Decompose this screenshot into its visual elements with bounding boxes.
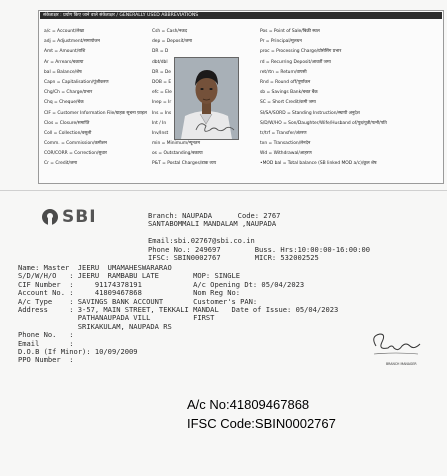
abbreviation-item: Rnd = Round off/पूर्णांकन bbox=[260, 79, 311, 85]
abbreviations-title: संकेताक्षर : प्रयोग किए जाने वाले संकेताक्षर / GENERALLY USED ABBREVIATIONS bbox=[40, 12, 442, 19]
account-detail-line: S/D/W/H/O : JEERU RAMBABU LATE MOP: SINGLE bbox=[18, 271, 241, 281]
abbreviation-item: Comm. = Commission/कमीशन bbox=[44, 141, 107, 147]
abbreviation-item: Ar = Arrears/बकाया bbox=[44, 59, 84, 65]
abbreviation-item: Ins = Ins bbox=[152, 110, 172, 116]
abbreviation-item: dbt/dbl bbox=[152, 59, 168, 65]
abbreviation-item: adj = Adjustment/समायोजन bbox=[44, 39, 100, 45]
sbi-logo-icon bbox=[42, 209, 58, 225]
abbreviation-item: efc = Ele bbox=[152, 90, 172, 96]
abbreviation-item: Cr = Credit/जमा bbox=[44, 161, 78, 167]
abbreviation-item: CIF = Customer Information File/ग्राहक सूचना फ़ाइल bbox=[44, 110, 147, 116]
abbreviation-item: tr/trf = Transfer/अंतरण bbox=[260, 130, 307, 136]
abbreviation-item: Wd = Withdrawal/आहरण bbox=[260, 151, 312, 157]
abbreviation-item: proc = Processing Charge/प्रोसेसिंग प्रभार bbox=[260, 49, 342, 55]
account-detail-line: D.O.B (If Minor): 10/09/2009 bbox=[18, 347, 138, 357]
account-detail-line: CIF Number : 91174378191 A/c Opening Dt: 05/04/2023 bbox=[18, 279, 305, 289]
account-detail-line: SRIKAKULAM, NAUPADA RS bbox=[18, 321, 172, 331]
abbr-column-1 bbox=[44, 27, 149, 170]
abbreviation-item: ret/rtn = Return/वापसी bbox=[260, 69, 307, 75]
abbreviation-item: min = Minimum/न्यूनतम bbox=[152, 141, 200, 147]
account-detail-line: Account No. : 41809467868 Nom Reg No: bbox=[18, 288, 241, 298]
abbreviation-item: Pr = Principal/मूलधन bbox=[260, 39, 302, 45]
abbreviation-item: DR = De bbox=[152, 69, 171, 75]
abbreviation-item: Inv/Inst bbox=[152, 130, 169, 136]
abbreviation-item: S/D/W/HO = Son/Daughter/Wife/Husband of/पुत्र/पुत्री/पत्नी/पति bbox=[260, 120, 387, 126]
manager-signature bbox=[366, 328, 426, 362]
account-detail-line: Address : 3-57, MAIN STREET, TEKKALI MANDAL Date of Issue: 05/04/2023 bbox=[18, 305, 339, 315]
bank-logo-text: SBI bbox=[62, 207, 97, 227]
branch-info-line: Branch: NAUPADA Code: 2767 bbox=[148, 211, 281, 220]
abbreviations-panel bbox=[38, 10, 444, 184]
account-detail-line: Name: Master JEERU UMAMAHESWARARAO bbox=[18, 263, 172, 272]
branch-info-line: Phone No.: 249697 Buss. Hrs:10:00:00-16:00:00 bbox=[148, 244, 371, 254]
abbreviation-item: rd = Recurring Deposit/आवर्ती जमा bbox=[260, 59, 331, 65]
abbreviation-item: DOB = E bbox=[152, 79, 172, 85]
abbreviation-item: •MOD bal = Total balance (SB linked MOD a/c)/कुल शेष bbox=[260, 161, 377, 167]
branch-header bbox=[148, 212, 370, 262]
abbreviation-item: Amt = Amount/राशि bbox=[44, 49, 86, 55]
abbreviation-item: Clos = Closure/समाप्ति bbox=[44, 120, 90, 126]
account-detail-line: Phone No. : bbox=[18, 330, 74, 340]
abbreviation-item: a/c = Account/लेखा bbox=[44, 29, 84, 34]
branch-info-line: IFSC: SBIN0002767 MICR: 532002525 bbox=[148, 253, 319, 263]
signatory-label: BRANCH MANAGER bbox=[386, 362, 417, 366]
page-fold bbox=[0, 190, 447, 191]
account-detail-line: Email : bbox=[18, 338, 74, 348]
abbreviation-item: Chq = Cheque/चेक bbox=[44, 100, 84, 106]
abbreviation-item: DR = D bbox=[152, 49, 169, 55]
abbreviation-item: Chg/Ch = Charge/प्रभार bbox=[44, 90, 93, 96]
sbi-logo bbox=[42, 207, 97, 227]
account-detail-line: A/c Type : SAVINGS BANK ACCOUNT Customer's PAN: bbox=[18, 296, 258, 306]
account-details bbox=[18, 264, 338, 365]
abbreviation-item: dep = Deposit/जमा bbox=[152, 39, 193, 45]
account-number-note: A/c No:41809467868 bbox=[187, 397, 310, 412]
signature-over-photo bbox=[192, 118, 242, 138]
abbreviation-item: Capn = Capitalisation/पूंजीकरण bbox=[44, 79, 109, 85]
abbreviation-item: Coll = Collection/वसूली bbox=[44, 130, 92, 136]
branch-info-line: SANTABOMMALI MANDALAM ,NAUPADA bbox=[148, 219, 277, 229]
abbreviation-item: sb = Savings Bank/बचत बैंक bbox=[260, 90, 318, 96]
account-detail-line: PATHANAUPADA VILL FIRST bbox=[18, 313, 215, 323]
abbreviation-item: Inep = Ir bbox=[152, 100, 172, 106]
abbreviation-item: Csh = Cash/नकद bbox=[152, 29, 188, 34]
branch-info-line: Email:sbi.02767@sbi.co.in bbox=[148, 236, 255, 246]
ifsc-code-note: IFSC Code:SBIN0002767 bbox=[187, 416, 336, 431]
abbreviation-item: Int / In bbox=[152, 120, 167, 126]
abbreviation-item: txn = Transaction/लेनदेन bbox=[260, 141, 311, 147]
abbr-column-3 bbox=[260, 27, 440, 170]
account-detail-line: PPO Number : bbox=[18, 355, 74, 365]
abbreviation-item: Pos = Point of Sale/बिक्री स्थल bbox=[260, 29, 320, 34]
abbreviation-item: SI/SA/SORD = Standing Instruction/स्थायी अनुदेश bbox=[260, 110, 360, 116]
abbreviation-item: P&T = Postal Charges/डाक व्यय bbox=[152, 161, 217, 167]
abbreviation-item: bal = Balance/शेष bbox=[44, 69, 82, 75]
abbreviation-item: COR/CORR = Correction/सुधार bbox=[44, 151, 107, 157]
abbreviation-item: os = Outstanding/बकाया bbox=[152, 151, 203, 157]
abbreviation-item: SC = Short Credit/कमी जमा bbox=[260, 100, 316, 106]
